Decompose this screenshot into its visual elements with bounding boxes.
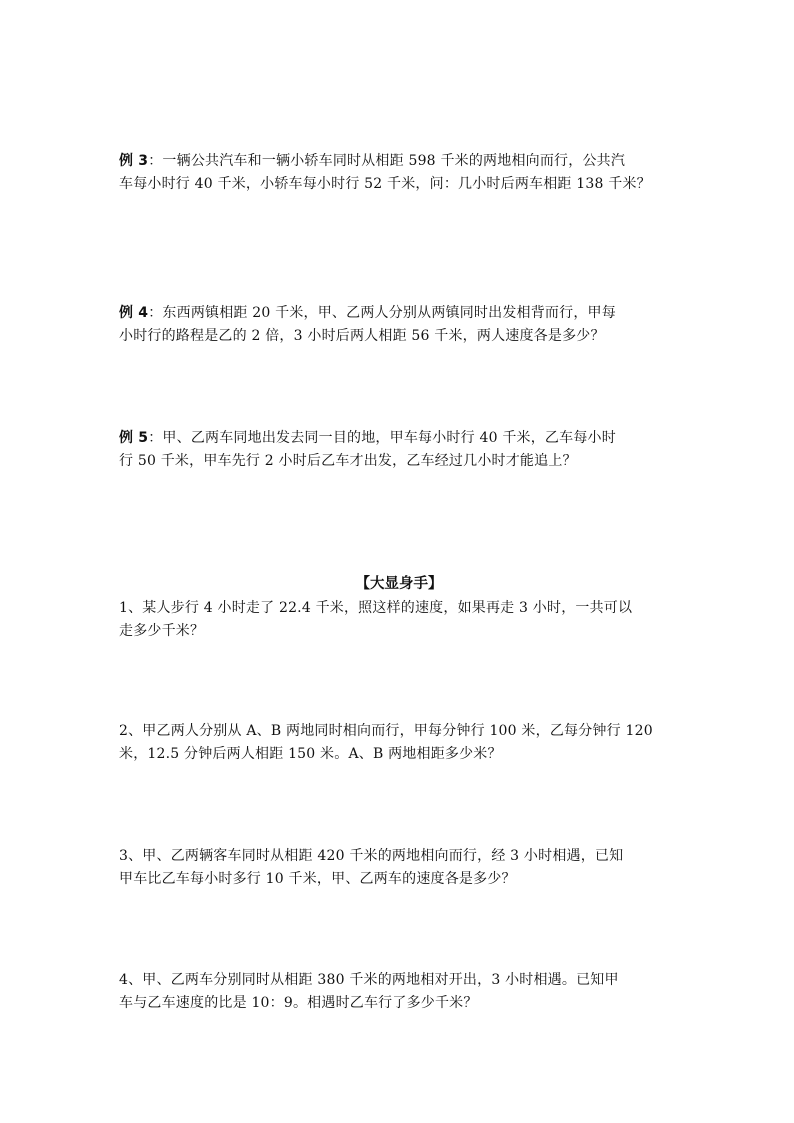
example-5-label: 例 5 [119,430,149,446]
example-3-line-2: 车每小时行 40 千米，小轿车每小时行 52 千米，问：几小时后两车相距 138 千米？ [119,176,651,192]
example-3 [119,150,679,196]
problem-2 [119,720,679,766]
section-title: 【大显身手】 [355,576,443,592]
example-5-text-1: 甲、乙两车同地出发去同一目的地，甲车每小时行 40 千米，乙车每小时 [162,430,616,446]
problem-1 [119,597,679,643]
example-4-line-2: 小时行的路程是乙的 2 倍，3 小时后两人相距 56 千米，两人速度各是多少？ [119,328,605,344]
problem-4-line-1: 4、甲、乙两车分别同时从相距 380 千米的两地相对开出，3 小时相遇。已知甲 [119,972,619,988]
problem-3-line-2: 甲车比乙车每小时多行 10 千米，甲、乙两车的速度各是多少？ [119,871,516,887]
example-4-line-1 [119,302,679,325]
example-3-text-1: 一辆公共汽车和一辆小轿车同时从相距 598 千米的两地相向而行，公共汽 [162,153,626,169]
example-4 [119,302,679,348]
problem-1-line-1: 1、某人步行 4 小时走了 22.4 千米，照这样的速度，如果再走 3 小时，一共可以 [119,600,633,616]
example-3-line-1 [119,150,679,173]
problem-1-line-2: 走多少千米？ [119,623,205,639]
problem-4-line-2: 车与乙车速度的比是 10：9。相遇时乙车行了多少千米？ [119,995,478,1011]
example-5-line-1 [119,427,679,450]
example-5-separator: ： [148,430,163,446]
problem-2-line-1: 2、甲乙两人分别从 A、B 两地同时相向而行，甲每分钟行 100 米，乙每分钟行 120 [119,723,653,739]
example-4-separator: ： [148,305,163,321]
example-3-label: 例 3 [119,153,149,169]
example-4-label: 例 4 [119,305,149,321]
example-5 [119,427,679,473]
example-4-text-1: 东西两镇相距 20 千米，甲、乙两人分别从两镇同时出发相背而行，甲每 [162,305,616,321]
example-5-line-2: 行 50 千米，甲车先行 2 小时后乙车才出发，乙车经过几小时才能追上？ [119,453,577,469]
problem-4 [119,969,679,1015]
problem-3-line-1: 3、甲、乙两辆客车同时从相距 420 千米的两地相向而行，经 3 小时相遇，已知 [119,848,624,864]
problem-3 [119,845,679,891]
example-3-separator: ： [148,153,163,169]
problem-2-line-2: 米，12.5 分钟后两人相距 150 米。A、B 两地相距多少米？ [119,746,502,762]
